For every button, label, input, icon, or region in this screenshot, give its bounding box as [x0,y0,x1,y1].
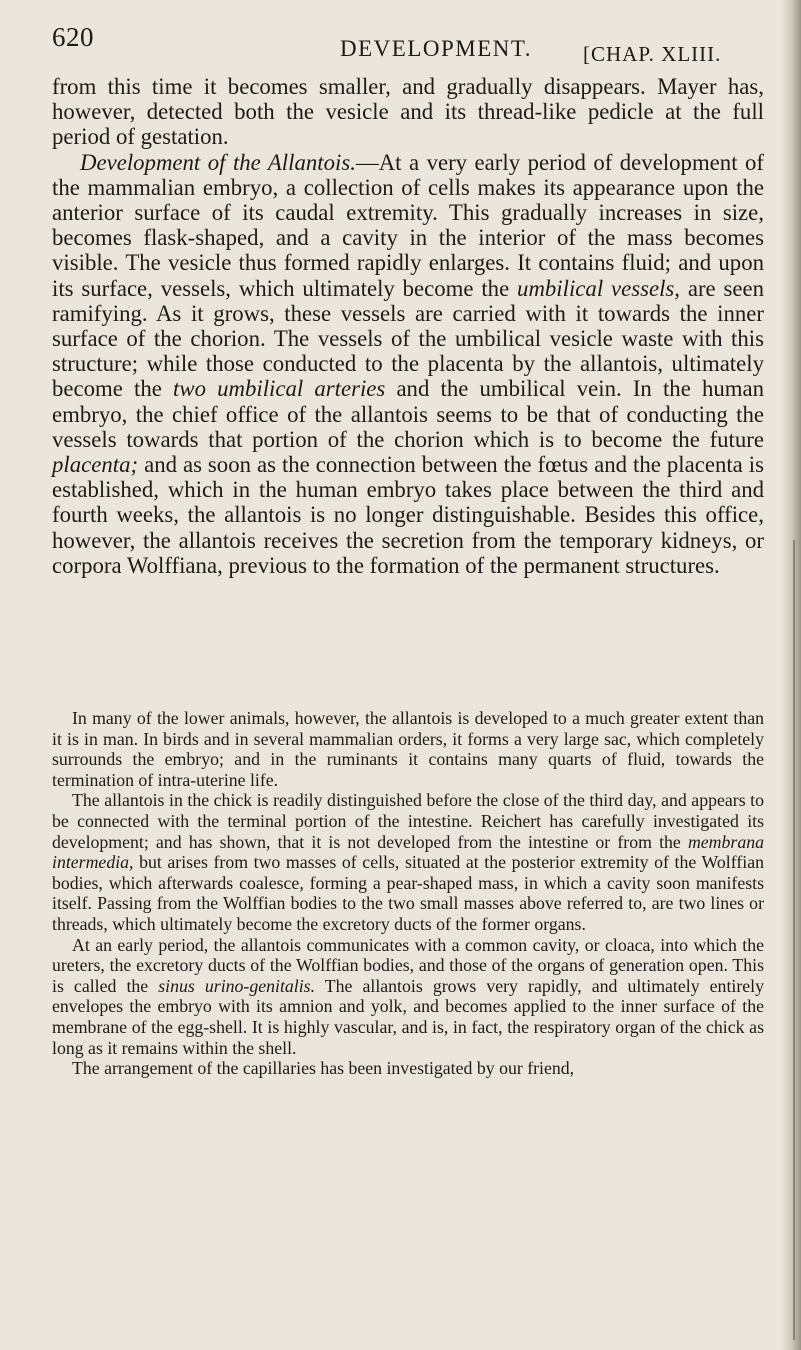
page-number: 620 [52,22,94,52]
emphasis: two umbilical arteries [173,376,386,402]
book-page [48,0,766,1350]
text-segment: are seen ramifying. As it grows, these vessels are carried with it towards the inner surface of the chorion. The vessels of the umbilical vesicle waste with this structure; while those conducted to the placenta by the allantois, ultimately become the [52,275,764,402]
small-print-notes [52,708,764,1079]
text-segment: In many of the lower animals, however, the allantois is developed to a much greater extent than it is in man. In birds and in several mammalian orders, it forms a very large sac, which completely surrounds the embryo; and in the ruminants it contains many quarts of fluid, towards the termination of intra-uterine life. [52,708,764,790]
text-segment: The allantois grows very rapidly, and ultimately entirely envelopes the embryo with its amnion and yolk, and becomes applied to the inner surface of the membrane of the egg-shell. It is highly vascular, and is, in fact, the respiratory organ of the chick as long as it remains within the shell. [52,975,764,1058]
text-segment: but arises from two masses of cells, situated at the posterior extremity of the Wolffian bodies, which afterwards coalesce, forming a pear-shaped mass, in which a cavity soon manifests itself. Passing from the Wolffian bodies to the two small masses above referred to, are two lines or threads, which ultimately become the excretory ducts of the former organs. [52,852,764,934]
emphasis: sinus urino-genitalis. [158,975,316,996]
chapter-reference: [CHAP. XLIII. [583,42,722,66]
note-paragraph [52,935,764,1059]
text-segment: At an early period, the allantois communicates with a common cavity, or cloaca, into which the ureters, the excretory ducts of the Wolffian bodies, and those of the organs of generation open. This is called the [52,934,764,996]
note-paragraph [52,708,764,790]
paragraph-continuation [52,74,764,150]
page-edge-line [793,540,795,1340]
running-title: DEVELOPMENT. [340,36,532,61]
emphasis: umbilical vessels, [517,275,680,301]
page-spine-shadow [781,0,801,1350]
text-segment: and as soon as the connection between the fœtus and the placenta is established, which in the human embryo takes place between the third and fourth weeks, the allantois is no longer distinguishable. Besides this office, however, the allantois receives the secretion from the temporary kidneys, or corpora Wolffiana, previous to the formation of the permanent structures. [52,452,764,578]
text-segment: and the umbilical vein. In the human embryo, the chief office of the allantois seems to be that of conducting the vessels towards that portion of the chorion which is to become the future [52,376,764,452]
text-segment: The allantois in the chick is readily distinguished before the close of the third day, and appears to be connected with the terminal portion of the intestine. Reichert has carefully investigated its development; and has shown, that it is not developed from the intestine or from the [52,790,764,852]
running-head [48,18,766,66]
emphasis: placenta; [52,452,139,478]
main-text [52,74,764,578]
emphasis: membrana intermedia, [52,831,764,873]
text-segment: —At a very early period of development of the mammalian embryo, a collection of cells makes its appearance upon the anterior surface of its caudal extremity. This gradually increases in size, becomes flask-shaped, and a cavity in the interior of the mass becomes visible. The vesicle thus formed rapidly enlarges. It contains fluid; and upon its surface, vessels, which ultimately become the [52,149,765,301]
section-heading: Development of the Allantois. [80,149,356,175]
text-segment: The arrangement of the capillaries has been investigated by our friend, [72,1058,575,1079]
paragraph-text: from this time it becomes smaller, and gradually disappears. Mayer has, however, detected both the vesicle and its thread-like pedicle at the full period of gestation. [52,74,764,150]
note-paragraph [52,790,764,934]
note-paragraph [52,1058,764,1079]
paragraph-allantois [52,150,764,578]
